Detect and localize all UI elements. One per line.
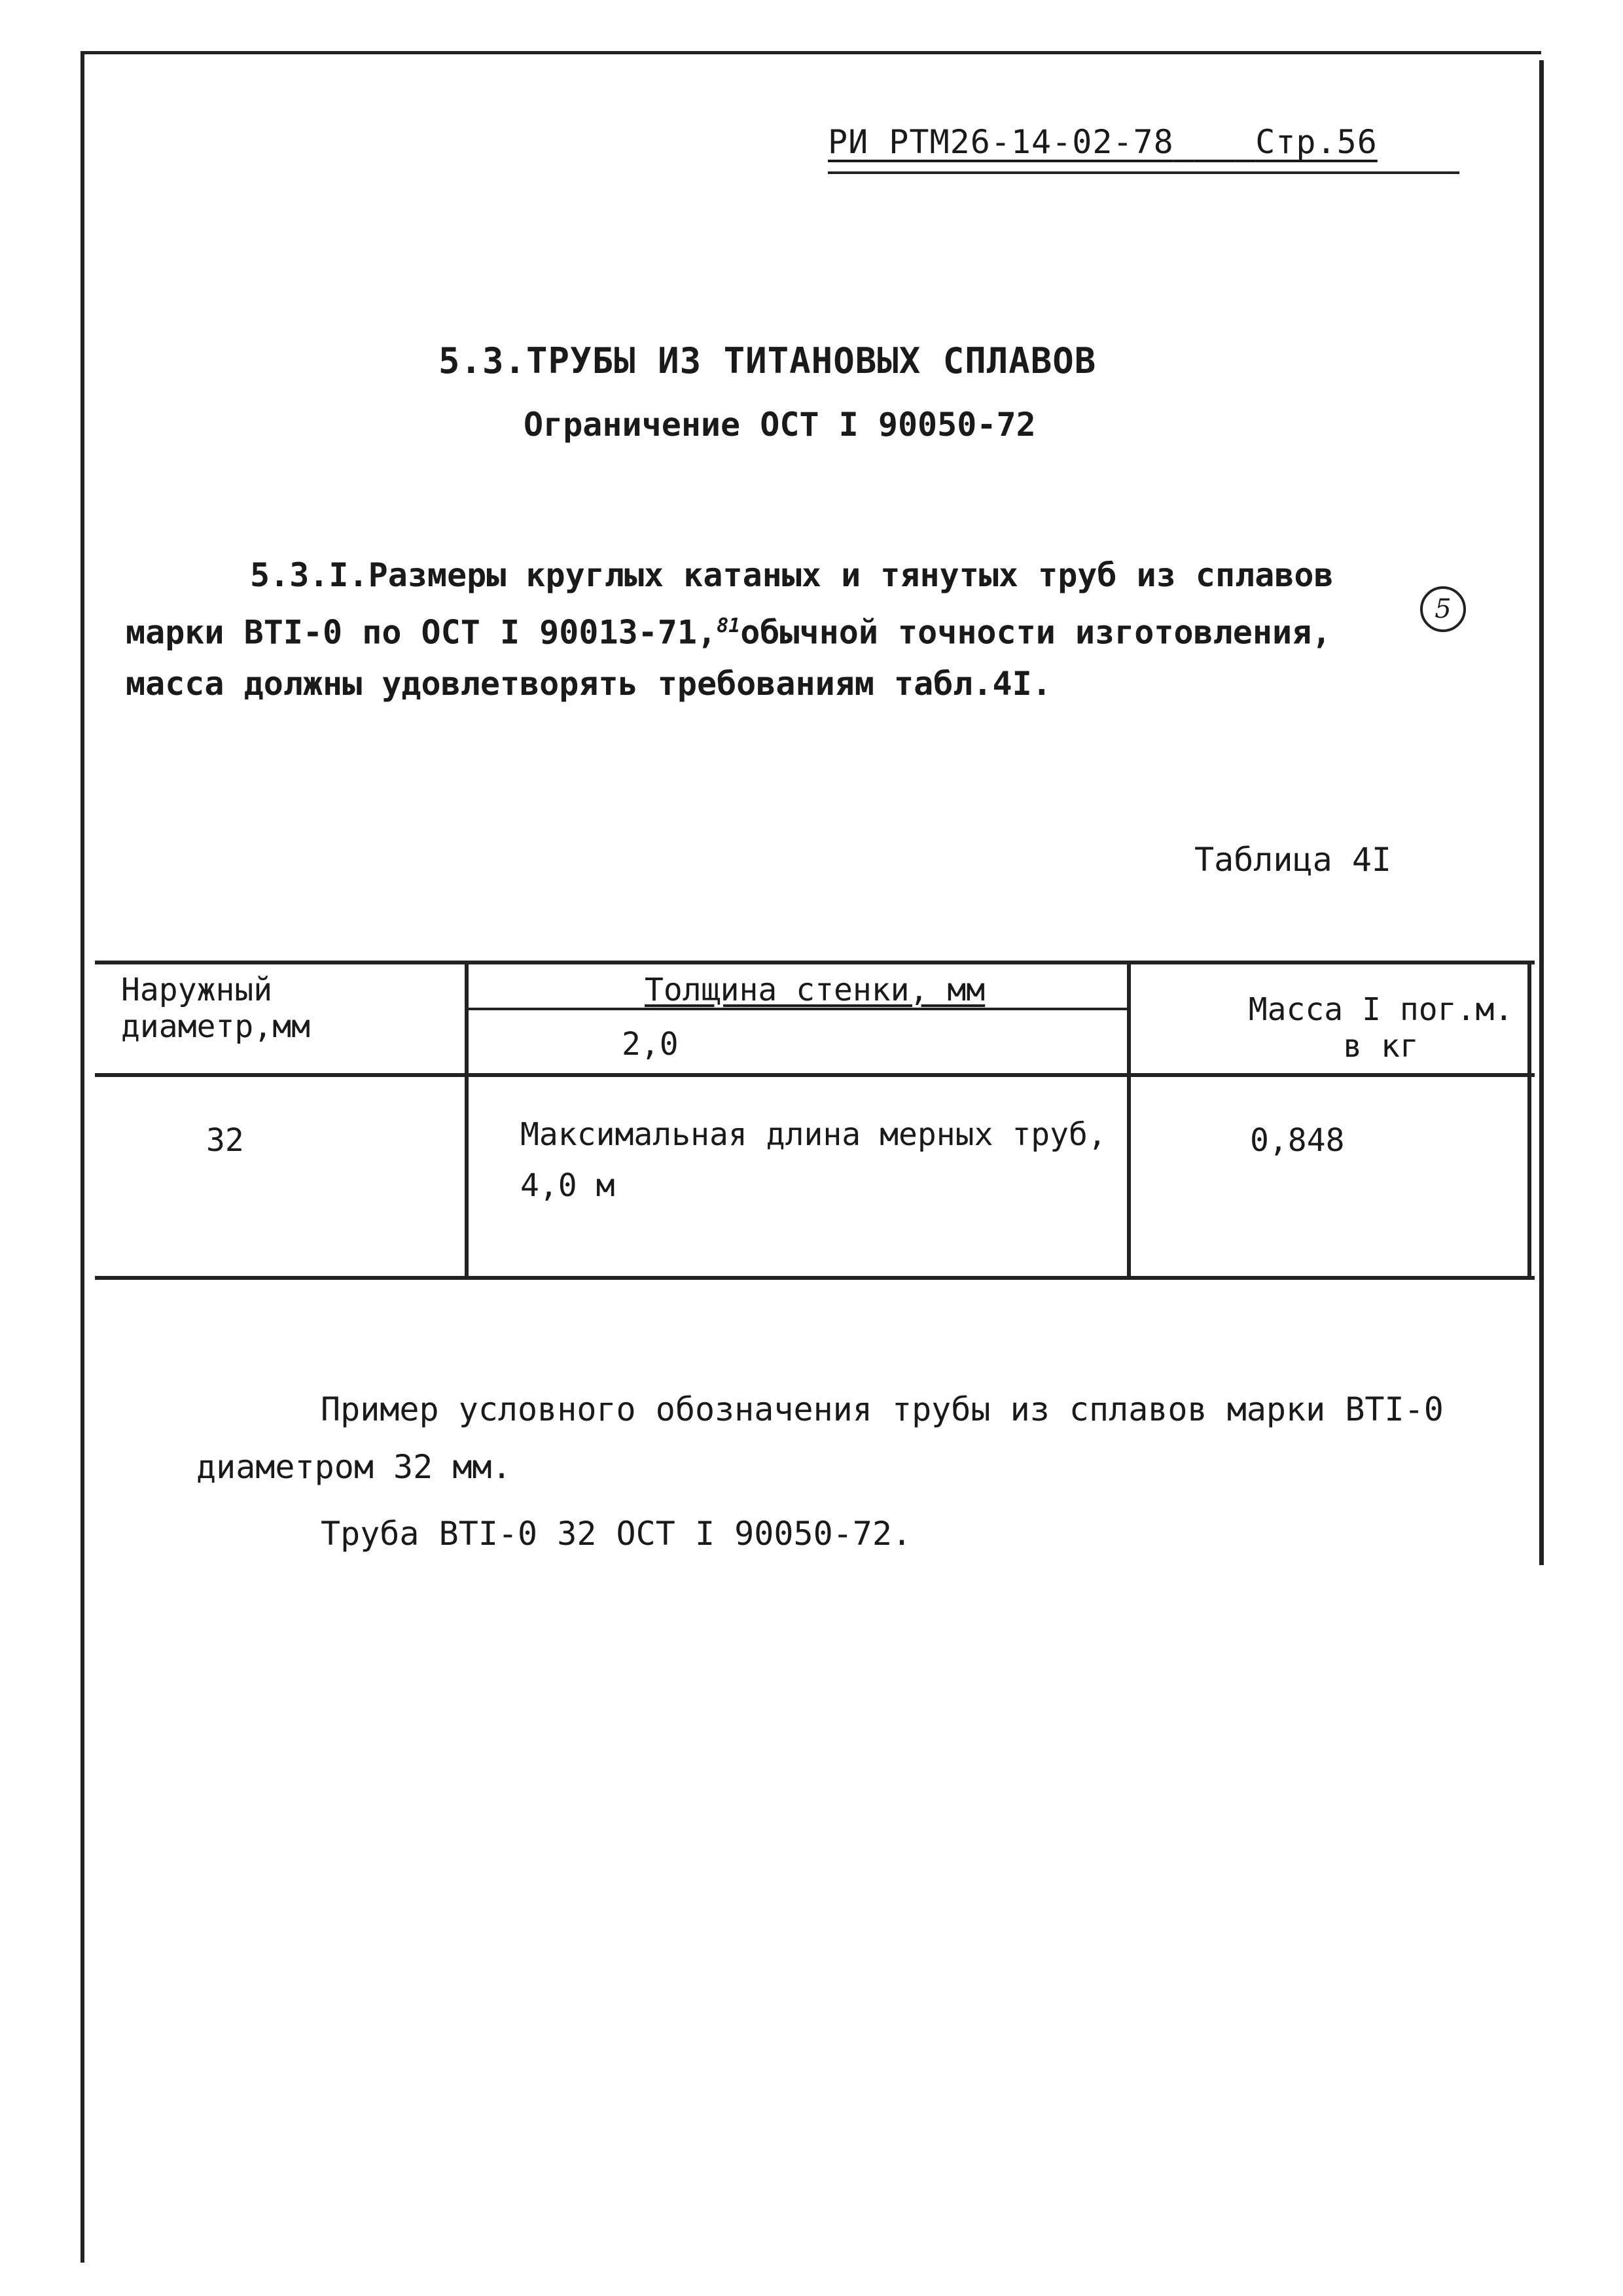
frame-left-border: [80, 51, 84, 2263]
table-bottom-line: [95, 1276, 1535, 1280]
example-designation: Труба ВТI-0 32 ОСТ I 90050-72.: [321, 1515, 912, 1553]
paragraph-line-2: марки ВТI-0 по ОСТ I 90013-71,81обычной точности изготовления,: [126, 613, 1332, 652]
header-outer-diameter: Наружный диаметр,мм: [121, 972, 310, 1045]
cell-mass: 0,848: [1250, 1122, 1345, 1159]
frame-right-border: [1539, 60, 1544, 1565]
correction-note: 81: [717, 614, 741, 637]
example-line-1: Пример условного обозначения трубы из сплавов марки ВТI-0: [321, 1390, 1444, 1428]
page-number: Стр.56: [1255, 123, 1378, 161]
cell-wall-note: Максимальная длина мерных труб, 4,0 м: [520, 1116, 1107, 1204]
example-paragraph: [196, 1381, 1505, 1496]
cell-diameter: 32: [206, 1122, 244, 1159]
paragraph-5-3-1: [126, 550, 1435, 709]
section-subtitle: Ограничение ОСТ I 90050-72: [524, 406, 1036, 444]
table-col-divider-1: [465, 961, 469, 1280]
table-caption: Таблица 4I: [1194, 841, 1392, 879]
header-wall-thickness: Толщина стенки, мм: [645, 972, 986, 1008]
revision-mark: 5: [1420, 586, 1466, 632]
frame-top-border: [82, 51, 1541, 54]
header-underline: [828, 171, 1459, 174]
table-top-line: [95, 961, 1535, 964]
section-title: 5.3.ТРУБЫ ИЗ ТИТАНОВЫХ СПЛАВОВ: [438, 340, 1097, 381]
wall-thickness-value: 2,0: [622, 1026, 679, 1063]
table-col-divider-2: [1127, 961, 1131, 1280]
example-line-2: диаметром 32 мм.: [196, 1448, 512, 1486]
paragraph-line-3: масса должны удовлетворять требованиям табл.4I.: [126, 664, 1052, 703]
header-mass: Масса I пог.м. в кг: [1248, 991, 1514, 1065]
doc-code: РИ РТМ26-14-02-78: [828, 123, 1174, 161]
page-header: [828, 123, 1378, 161]
paragraph-line-1: 5.3.I.Размеры круглых катаных и тянутых труб из сплавов: [250, 556, 1334, 594]
table-header-bottom-line: [95, 1073, 1535, 1077]
